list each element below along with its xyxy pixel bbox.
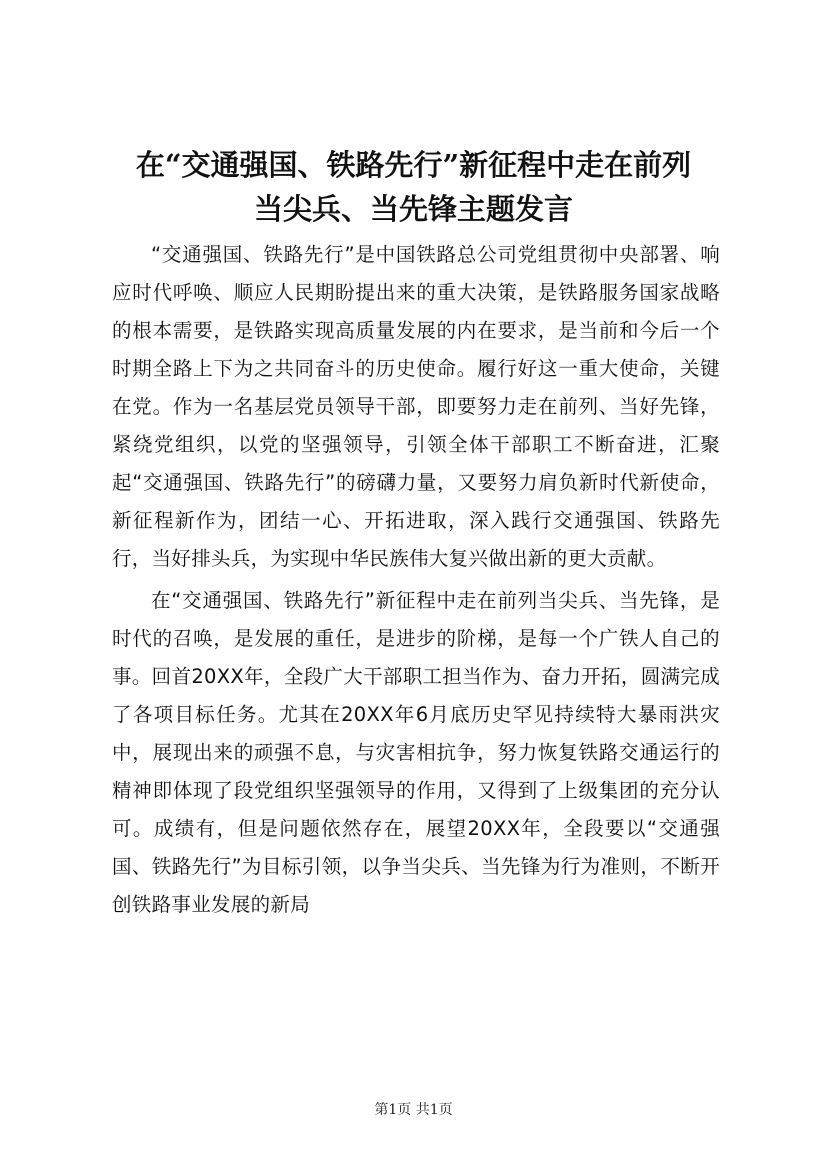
- page-footer: 第1页 共1页: [374, 1102, 453, 1118]
- document-title: [100, 143, 727, 231]
- document-body: [112, 236, 720, 924]
- paragraph-1: “交通强国、铁路先行”是中国铁路总公司党组贯彻中央部署、响应时代呼唤、顺应人民期盼提出来的重大决策，是铁路服务国家战略的根本需要，是铁路实现高质量发展的内在要求，是当前和今后一个时期全路上下为之共同奋斗的历史使命。履行好这一重大使命，关键在党。作为一名基层党员领导干部，即要努力走在前列、当好先锋，紧绕党组织，以党的坚强领导，引领全体干部职工不断奋进，汇聚起“交通强国、铁路先行”的磅礴力量，又要努力肩负新时代新使命，新征程新作为，团结一心、开拓进取，深入践行交通强国、铁路先行，当好排头兵，为实现中华民族伟大复兴做出新的更大贡献。: [112, 243, 720, 570]
- paragraph-2: 在“交通强国、铁路先行”新征程中走在前列当尖兵、当先锋，是时代的召唤，是发展的重任，是进步的阶梯，是每一个广铁人自己的事。回首20XX年，全段广大干部职工担当作为、奋力开拓，圆满完成了各项目标任务。尤其在20XX年6月底历史罕见持续特大暴雨洪灾中，展现出来的顽强不息，与灾害相抗争，努力恢复铁路交通运行的精神即体现了段党组织坚强领导的作用，又得到了上级集团的充分认可。成绩有，但是问题依然存在，展望20XX年，全段要以“交通强国、铁路先行”为目标引领，以争当尖兵、当先锋为行为准则，不断开创铁路事业发展的新局: [112, 589, 720, 916]
- title-line-2: 当尖兵、当先锋主题发言: [253, 192, 573, 226]
- title-line-1: 在“交通强国、铁路先行”新征程中走在前列: [135, 148, 692, 182]
